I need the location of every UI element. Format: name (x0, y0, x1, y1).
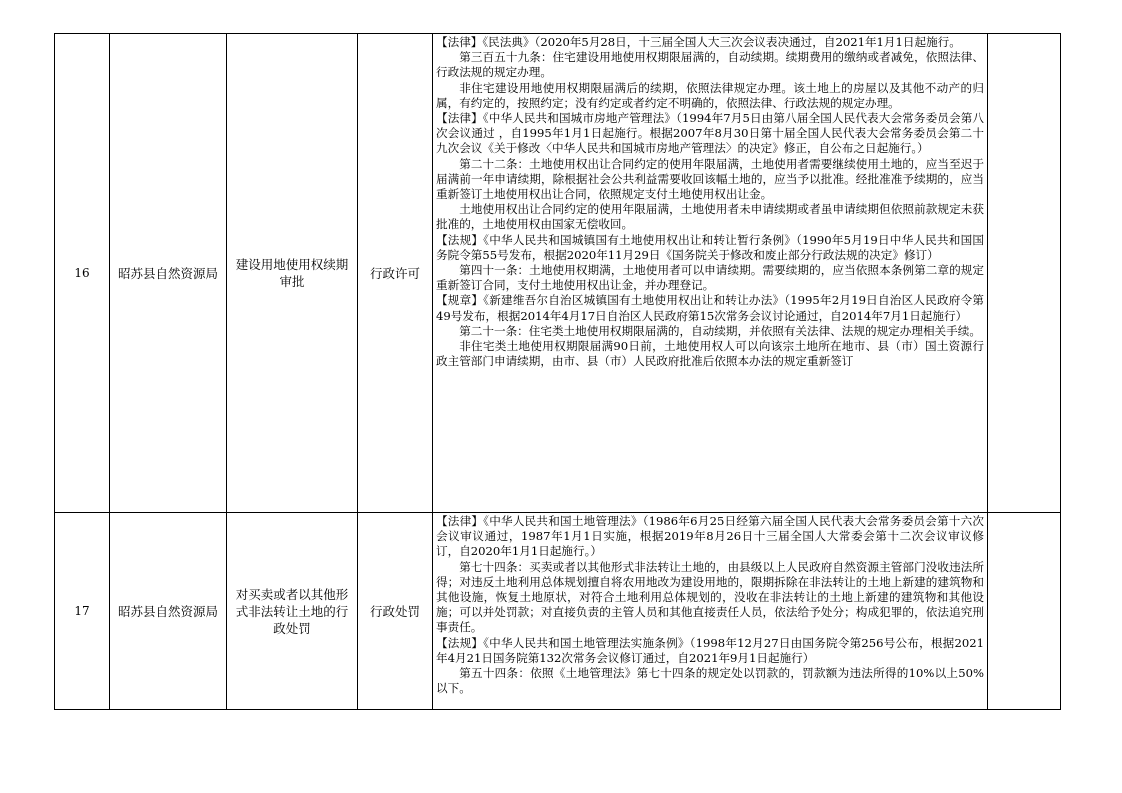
legal-basis-paragraph: 【法规】《中华人民共和国城镇国有土地使用权出让和转让暂行条例》（1990年5月19日中华人民共和国国务院令第55号发布，根据2020年11月29日《国务院关于修改和废止部分行政法规的决定》修订） (436, 232, 984, 262)
legal-basis-paragraph: 第五十四条：依照《土地管理法》第七十四条的规定处以罚款的，罚款额为违法所得的10%以上50%以下。 (436, 666, 984, 696)
item-name-cell: 对买卖或者以其他形式非法转让土地的行政处罚 (227, 513, 358, 710)
department-cell: 昭苏县自然资源局 (110, 513, 227, 710)
table-row (55, 513, 1061, 710)
legal-basis-paragraph: 非住宅类土地使用权期限届满90日前，土地使用权人可以向该宗土地所在地市、县（市）国土资源行政主管部门申请续期，由市、县（市）人民政府批准后依照本办法的规定重新签订 (436, 339, 984, 369)
item-name-cell: 建设用地使用权续期审批 (227, 34, 358, 513)
legal-basis-paragraph: 第二十一条：住宅类土地使用权期限届满的，自动续期，并依照有关法律、法规的规定办理相关手续。 (459, 323, 981, 338)
empty-cell (988, 34, 1061, 513)
table-row (55, 34, 1061, 513)
row-number: 16 (55, 34, 110, 513)
legal-basis-paragraph: 非住宅建设用地使用权期限届满后的续期，依照法律规定办理。该土地上的房屋以及其他不动产的归属，有约定的，按照约定；没有约定或者约定不明确的，依照法律、行政法规的规定办理。 (436, 80, 984, 110)
legal-basis-paragraph: 【法律】《中华人民共和国土地管理法》（1986年6月25日经第六届全国人民代表大会常务委员会第十六次会议审议通过，1987年1月1日实施，根据2019年8月26日十三届全国人大常委会第十二次会议审议修订，自2020年1月1日起施行。） (436, 514, 984, 559)
item-type-cell: 行政许可 (358, 34, 433, 513)
legal-basis-paragraph: 土地使用权出让合同约定的使用年限届满，土地使用者未申请续期或者虽申请续期但依照前款规定未获批准的，土地使用权由国家无偿收回。 (436, 202, 984, 232)
legal-basis-paragraph: 第七十四条：买卖或者以其他形式非法转让土地的，由县级以上人民政府自然资源主管部门没收违法所得；对违反土地利用总体规划擅自将农用地改为建设用地的，限期拆除在非法转让的土地上新建的建筑物和其他设施，恢复土地原状，对符合土地利用总体规划的，没收在非法转让的土地上新建的建筑物和其他设施；可以并处罚款；对直接负责的主管人员和其他直接责任人员，依法给予处分；构成犯罪的，依法追究刑事责任。 (436, 559, 984, 635)
legal-basis-paragraph: 第四十一条：土地使用权期满，土地使用者可以申请续期。需要续期的，应当依照本条例第二章的规定重新签订合同，支付土地使用权出让金，并办理登记。 (436, 263, 984, 293)
legal-basis-paragraph: 第二十二条：土地使用权出让合同约定的使用年限届满，土地使用者需要继续使用土地的，应当至迟于届满前一年申请续期，除根据社会公共利益需要收回该幅土地的，应当予以批准。经批准准予续期的，应当重新签订土地使用权出让合同，依照规定支付土地使用权出让金。 (436, 156, 984, 202)
legal-basis-paragraph: 【法律】《中华人民共和国城市房地产管理法》（1994年7月5日由第八届全国人民代表大会常务委员会第八次会议通过 ，自1995年1月1日起施行。根据2007年8月30日第十届全国人民代表大会常务委员会第二十九次会议《关于修改〈中华人民共和国城市房地产管理法〉的决定》修正，自公布之日起施行。） (436, 111, 984, 156)
department-cell: 昭苏县自然资源局 (110, 34, 227, 513)
legal-basis-paragraph: 【规章】《新建维吾尔自治区城镇国有土地使用权出让和转让办法》（1995年2月19日自治区人民政府令第49号发布，根据2014年4月17日自治区人民政府第15次常务会议讨论通过，自2014年7月1日起施行） (436, 293, 984, 323)
legal-basis-paragraph: 【法律】《民法典》（2020年5月28日，十三届全国人大三次会议表决通过，自2021年1月1日起施行。 (436, 35, 961, 49)
regulation-table (54, 33, 1061, 710)
legal-basis-paragraph: 第三百五十九条：住宅建设用地使用权期限届满的，自动续期。续期费用的缴纳或者减免，依照法律、行政法规的规定办理。 (436, 50, 984, 80)
legal-basis-cell (433, 513, 988, 710)
regulation-table-sheet (54, 33, 1056, 710)
row-number: 17 (55, 513, 110, 710)
item-type-cell: 行政处罚 (358, 513, 433, 710)
legal-basis-paragraph: 【法规】《中华人民共和国土地管理法实施条例》（1998年12月27日由国务院令第256号公布，根据2021年4月21日国务院第132次常务会议修订通过，自2021年9月1日起施行） (436, 635, 984, 665)
empty-cell (988, 513, 1061, 710)
legal-basis-cell (433, 34, 988, 513)
